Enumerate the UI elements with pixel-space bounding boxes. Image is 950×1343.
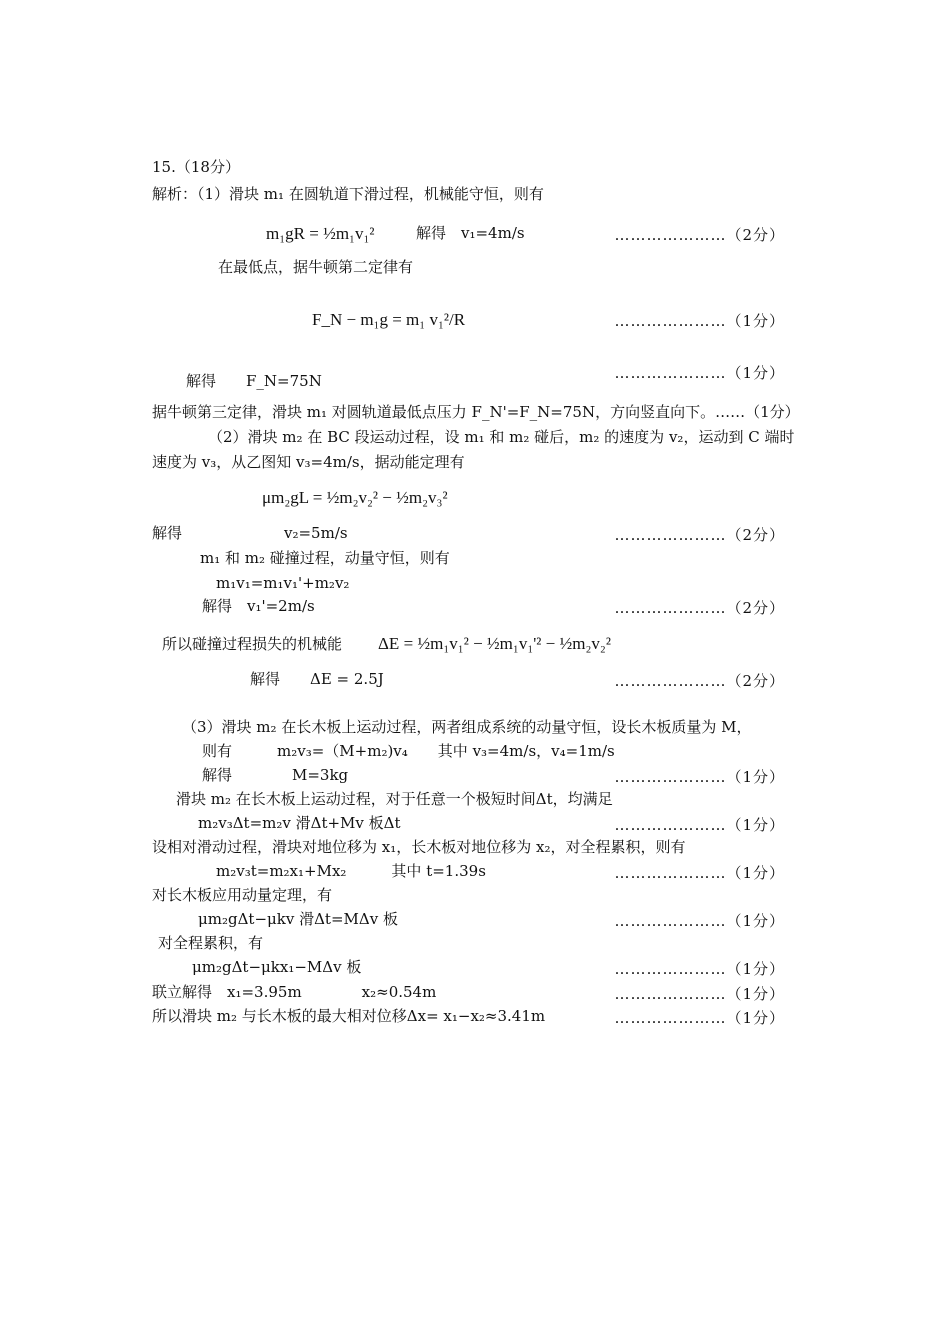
part3-line-1: （3）滑块 m₂ 在长木板上运动过程，两者组成系统的动量守恒，设长木板质量为 M， [182, 718, 752, 736]
part2-line-1: （2）滑块 m₂ 在 BC 段运动过程，设 m₁ 和 m₂ 碰后，m₂ 的速度为 v₂，运动到 C 端时 [208, 428, 795, 446]
work-energy-formula: μm₂gL = ½m₂v₂² − ½m₂v₃² [262, 488, 448, 507]
joint-solve: 联立解得 x₁=3.95m x₂≈0.54m [152, 983, 437, 1001]
accumulated-formula: m₂v₃t=m₂x₁+Mx₂ 其中 t=1.39s [216, 862, 486, 880]
score-line-27: …………………（1分） [614, 985, 785, 1003]
score-line-18: …………………（1分） [614, 768, 785, 786]
score-line-4: …………………（1分） [614, 312, 785, 330]
impulse-formula: m₂v₃Δt=m₂v 滑Δt+Mv 板Δt [198, 814, 401, 832]
energy-loss-formula: ΔE = ½m₁v₁² − ½m₁v₁'² − ½m₂v₂² [378, 634, 611, 653]
board-impulse-formula: μm₂gΔt−μkv 滑Δt=MΔv 板 [198, 910, 398, 928]
solve-mass: 解得 M=3kg [202, 766, 349, 784]
accumulated-board-formula: μm₂gΔt−μkx₁−MΔv 板 [192, 958, 362, 976]
displacement-text: 设相对滑动过程，滑块对地位移为 x₁，长木板对地位移为 x₂，对全程累积，则有 [152, 838, 686, 856]
score-line-26: …………………（1分） [614, 960, 785, 978]
score-line-13: …………………（2分） [614, 599, 785, 617]
solve-v1: 解得 v₁=4m/s [416, 224, 525, 242]
lowest-point-text: 在最低点，据牛顿第二定律有 [218, 258, 414, 276]
solve-v2: v₂=5m/s [284, 524, 348, 542]
problem-title: 15.（18分） [152, 158, 240, 176]
score-line-24: …………………（1分） [614, 912, 785, 930]
collision-text: m₁ 和 m₂ 碰撞过程，动量守恒，则有 [200, 549, 450, 567]
newton-third-line: 据牛顿第三定律，滑块 m₁ 对圆轨道最低点压力 F_N'=F_N=75N，方向竖直向下。……（1分） [152, 403, 800, 421]
solve-label-v2: 解得 [152, 524, 183, 542]
solve-delta-e: 解得 ΔE = 2.5J [250, 670, 384, 688]
part2-line-2: 速度为 v₃，从乙图知 v₃=4m/s，据动能定理有 [152, 453, 465, 471]
board-momentum-text: 对长木板应用动量定理，有 [152, 886, 333, 904]
score-line-20: …………………（1分） [614, 816, 785, 834]
momentum-formula: m₁v₁=m₁v₁'+m₂v₂ [216, 574, 350, 592]
score-line-28: …………………（1分） [614, 1009, 785, 1027]
score-line-2: …………………（2分） [614, 226, 785, 244]
score-line-22: …………………（1分） [614, 864, 785, 882]
score-line-5: …………………（1分） [614, 364, 785, 382]
solution-line-1: 解析：（1）滑块 m₁ 在圆轨道下滑过程，机械能守恒，则有 [152, 185, 544, 203]
energy-loss-text: 所以碰撞过程损失的机械能 [162, 635, 343, 653]
short-time-text: 滑块 m₂ 在长木板上运动过程，对于任意一个极短时间Δt，均满足 [176, 790, 613, 808]
accumulate-text: 对全程累积，有 [158, 934, 264, 952]
score-line-10: …………………（2分） [614, 526, 785, 544]
solve-fn: 解得 F_N=75N [186, 372, 322, 390]
solve-v1-prime: 解得 v₁'=2m/s [202, 597, 315, 615]
score-line-15: …………………（2分） [614, 672, 785, 690]
energy-conservation-formula: m₁gR = ½m₁v₁² [266, 224, 375, 243]
newton-second-formula: F_N − m₁g = m₁ v₁²/R [312, 310, 466, 329]
part3-momentum: 则有 m₂v₃=（M+m₂)v₄ 其中 v₃=4m/s，v₄=1m/s [202, 742, 615, 760]
final-displacement: 所以滑块 m₂ 与长木板的最大相对位移Δx= x₁−x₂≈3.41m [152, 1007, 546, 1025]
